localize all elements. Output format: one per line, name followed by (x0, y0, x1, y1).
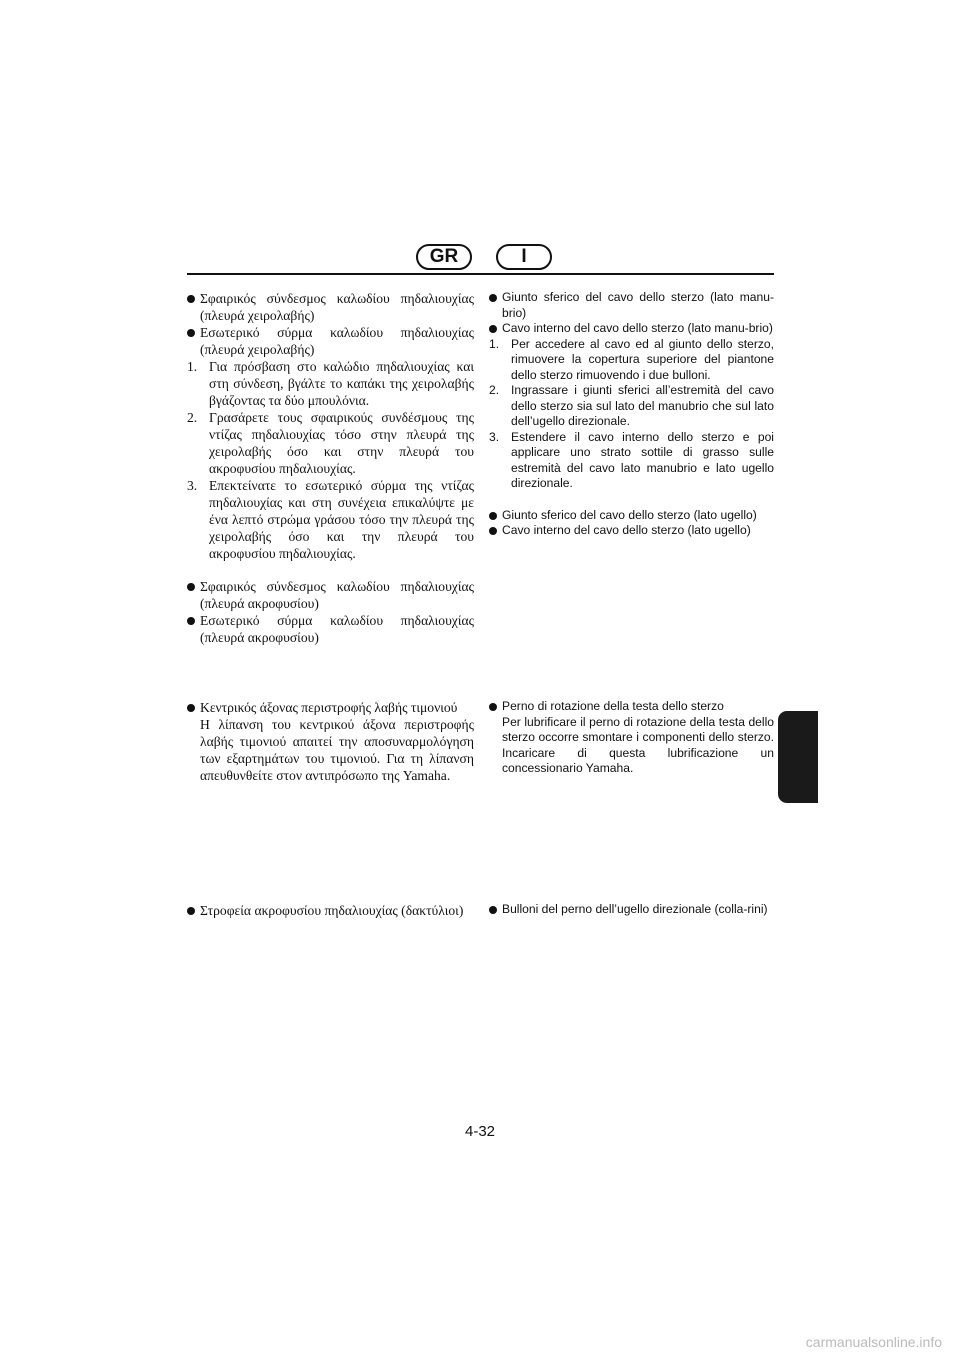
gr-step-3-text: Επεκτείνατε το εσωτερικό σύρμα της ντίζας πηδαλιουχίας και στη συνέχεια επικαλύψτε με ένα λεπτό στρώμα γράσου τόσο την πλευρά της χειρολαβής όσο και την πλευρά του ακροφυσίου πηδαλιουχίας. (209, 478, 474, 561)
it-step-1 (489, 337, 774, 384)
chapter-edge-tab (778, 711, 818, 803)
gr-bullet-nozzle-pivot-bolts: Στροφεία ακροφυσίου πηδαλιουχίας (δακτύλιοι) (187, 902, 474, 919)
gr-step-2-number: 2. (187, 410, 198, 425)
it-bullet-inner-cable-nozzle: Cavo interno del cavo dello sterzo (lato ugello) (489, 523, 774, 539)
gr-step-2-text: Γρασάρετε τους σφαιρικούς συνδέσμους της ντίζας πηδαλιουχίας τόσο στην πλευρά της χειρολαβής όσο και στην πλευρά του ακροφυσίου πηδαλιουχίας. (209, 410, 474, 476)
section3-greek-column (187, 902, 474, 919)
language-badge-gr: GR (416, 244, 472, 270)
it-step-2 (489, 383, 774, 430)
gr-step-3-number: 3. (187, 478, 198, 493)
gr-bullet-ball-joint-nozzle: Σφαιρικός σύνδεσμος καλωδίου πηδαλιουχίας (πλευρά ακροφυσίου) (187, 578, 474, 612)
gr-step-1-text: Για πρόσβαση στο καλώδιο πηδαλιουχίας και στη σύνδεση, βγάλτε το καπάκι της χειρολαβής βγάζοντας τα δύο μπουλόνια. (209, 359, 474, 408)
it-bullet-inner-cable-handlebar: Cavo interno del cavo dello sterzo (lato manu-brio) (489, 321, 774, 337)
language-badge-i: I (496, 244, 552, 270)
footer-watermark: carmanualsonline.info (805, 1334, 942, 1350)
section1-greek-column (187, 290, 474, 646)
it-step-3-text: Estendere il cavo interno dello sterzo e poi applicare uno strato sottile di grasso sulle estremità del cavo lato manubrio e lato ugello direzionale. (511, 429, 774, 490)
it-bullet-nozzle-pivot-bolts: Bulloni del perno dell’ugello direzionale (colla-rini) (489, 902, 774, 918)
it-bullet-ball-joint-handlebar: Giunto sferico del cavo dello sterzo (lato manu-brio) (489, 290, 774, 321)
it-step-3-number: 3. (489, 429, 500, 444)
header-rule (187, 273, 774, 275)
section1-italian-column (489, 290, 774, 539)
section2-italian-column (489, 699, 774, 777)
gr-bullet-inner-wire-nozzle: Εσωτερικό σύρμα καλωδίου πηδαλιουχίας (πλευρά ακροφυσίου) (187, 612, 474, 646)
gr-step-3 (187, 477, 474, 562)
gr-step-1-number: 1. (187, 359, 198, 374)
it-step-2-number: 2. (489, 383, 500, 397)
section3-italian-column (489, 902, 774, 918)
it-bullet-steering-pivot: Perno di rotazione della testa dello sterzo (489, 699, 774, 715)
it-step-2-text: Ingrassare i giunti sferici all’estremità del cavo dello sterzo sia sul lato del manubrio che sul lato dell’ugello direzionale. (511, 383, 774, 428)
it-steering-pivot-note: Per lubrificare il perno di rotazione della testa dello sterzo occorre smontare i componenti dello sterzo. Incaricare di questa lubrificazione un concessionario Yamaha. (502, 714, 774, 775)
section2-greek-column (187, 699, 474, 784)
it-step-1-text: Per accedere al cavo ed al giunto dello sterzo, rimuovere la copertura superiore del piantone dello sterzo rimuovendo i due bulloni. (511, 336, 774, 382)
it-bullet-ball-joint-nozzle: Giunto sferico del cavo dello sterzo (lato ugello) (489, 508, 774, 524)
gr-step-2 (187, 409, 474, 477)
gr-bullet-ball-joint-handlebar: Σφαιρικός σύνδεσμος καλωδίου πηδαλιουχίας (πλευρά χειρολαβής) (187, 290, 474, 324)
page-number: 4-32 (464, 1123, 496, 1140)
gr-bullet-steering-pivot: Κεντρικός άξονας περιστροφής λαβής τιμονιού (187, 699, 474, 716)
gr-bullet-inner-wire-handlebar: Εσωτερικό σύρμα καλωδίου πηδαλιουχίας (πλευρά χειρολαβής) (187, 324, 474, 358)
it-step-1-number: 1. (489, 336, 500, 351)
page-header (187, 240, 774, 278)
gr-step-1 (187, 358, 474, 409)
it-step-3 (489, 430, 774, 492)
gr-steering-pivot-note: Η λίπανση του κεντρικού άξονα περιστροφής λαβής τιμονιού απαιτεί την αποσυναρμολόγηση των εξαρτημάτων του τιμονιού. Για τη λίπανση απευθυνθείτε στον αντιπρόσωπο της Yamaha. (200, 717, 474, 783)
